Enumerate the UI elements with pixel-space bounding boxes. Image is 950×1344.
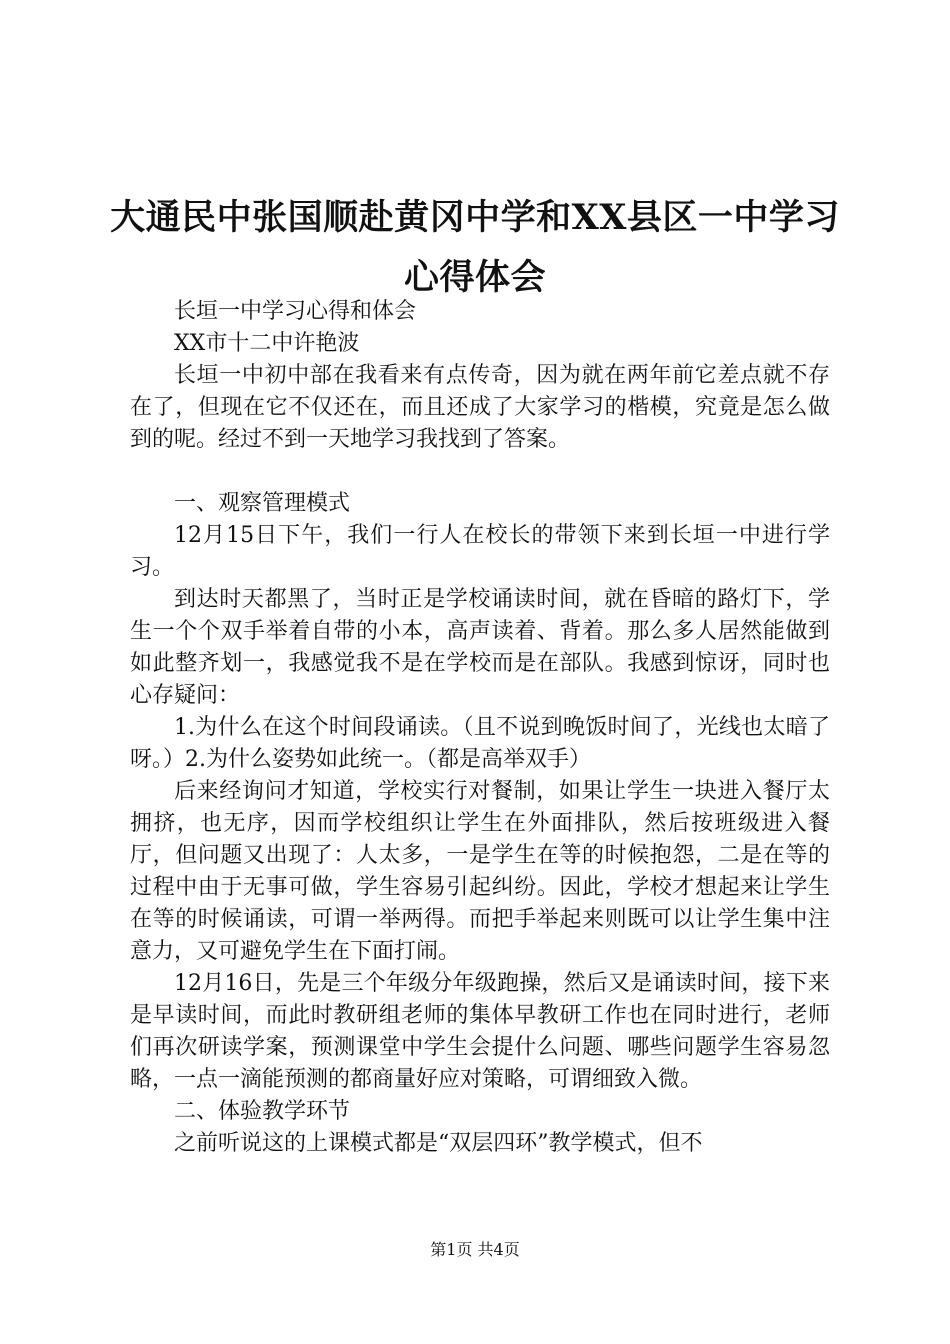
paragraph-subtitle: 长垣一中学习心得和体会 [174,299,417,324]
document-body [130,296,830,1160]
section-heading-1: 一、观察管理模式 [174,491,351,516]
paragraph-author: XX市十二中许艳波 [174,331,360,356]
paragraph: 后来经询问才知道，学校实行对餐制，如果让学生一块进入餐厅太拥挤，也无序，因而学校组织让学生在外面排队，然后按班级进入餐厅，但问题又出现了：人太多，一是学生在等的时候抱怨，二是在等的过程中由于无事可做，学生容易引起纠纷。因此，学校才想起来让学生在等的时候诵读，可谓一举两得。而把手举起来则既可以让学生集中注意力，又可避免学生在下面打闹。 [130,779,830,964]
document-title: 大通民中张国顺赴黄冈中学和XX县区一中学习心得体会 [110,197,840,298]
paragraph: 到达时天都黑了，当时正是学校诵读时间，就在昏暗的路灯下，学生一个个双手举着自带的小本，高声读着、背着。那么多人居然能做到如此整齐划一，我感觉我不是在学校而是在部队。我感到惊讶，同时也心存疑问： [130,587,830,708]
paragraph: 12月15日下午，我们一行人在校长的带领下来到长垣一中进行学习。 [130,523,830,580]
paragraph-gap [130,456,830,488]
paragraph-intro: 长垣一中初中部在我看来有点传奇，因为就在两年前它差点就不存在了，但现在它不仅还在，而且还成了大家学习的楷模，究竟是怎么做到的呢。经过不到一天地学习我找到了答案。 [130,363,830,452]
section-heading-2: 二、体验教学环节 [174,1099,351,1124]
page-footer: 第1页 共4页 [430,1240,520,1259]
paragraph: 之前听说这的上课模式都是“双层四环”教学模式，但不 [174,1131,703,1156]
paragraph: 1.为什么在这个时间段诵读。（且不说到晚饭时间了，光线也太暗了呀。）2.为什么姿势如此统一。（都是高举双手） [130,715,830,772]
paragraph: 12月16日，先是三个年级分年级跑操，然后又是诵读时间，接下来是早读时间，而此时教研组老师的集体早教研工作也在同时进行，老师们再次研读学案，预测课堂中学生会提什么问题、哪些问题学生容易忽略，一点一滴能预测的都商量好应对策略，可谓细致入微。 [130,971,830,1092]
